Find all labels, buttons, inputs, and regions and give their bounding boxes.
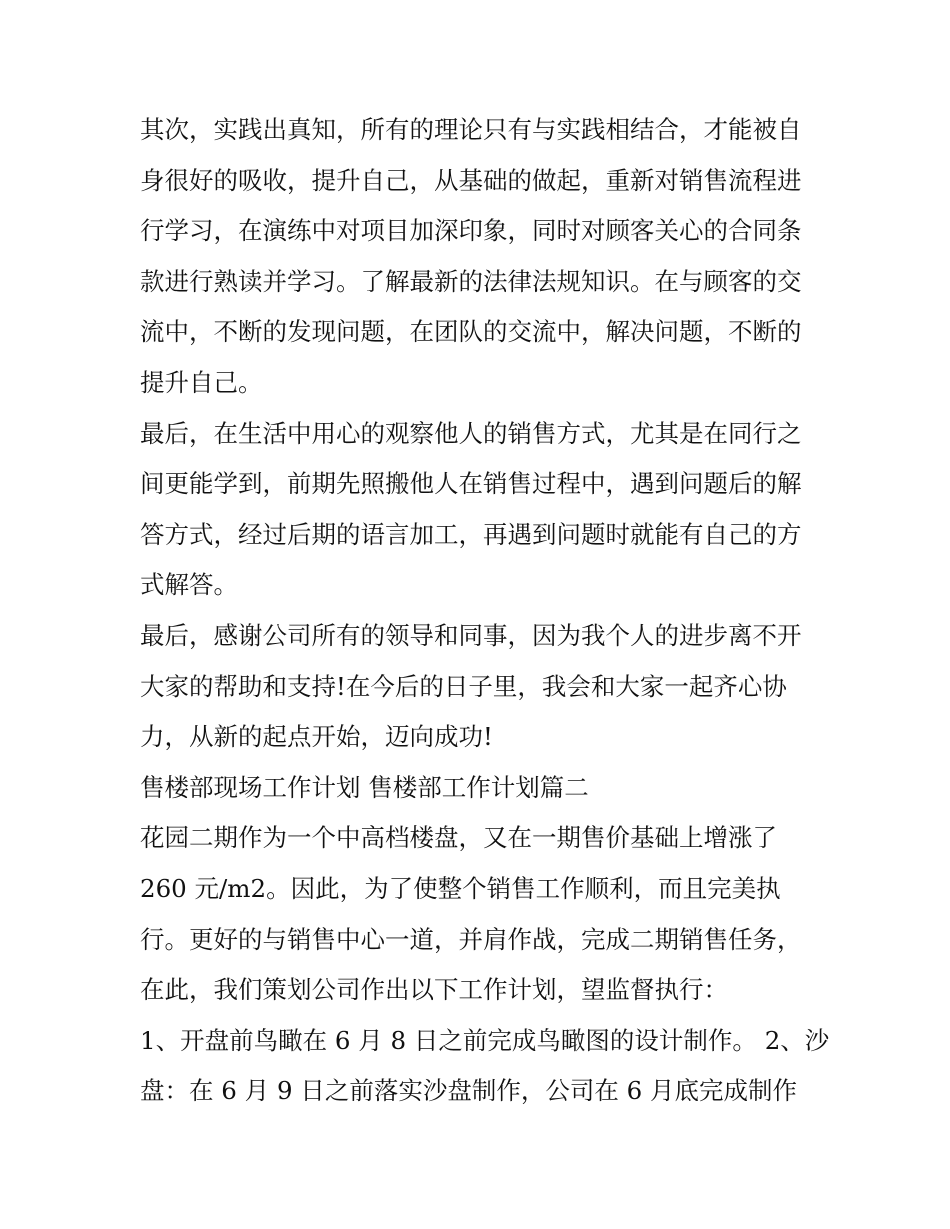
paragraph-line: 行。更好的与销售中心一道，并肩作战，完成二期销售任务， <box>140 924 802 954</box>
paragraph-line: 其次，实践出真知，所有的理论只有与实践相结合，才能被自 <box>140 115 802 144</box>
paragraph-line: 260 元/m2。因此，为了使整个销售工作顺利，而且完美执 <box>140 873 781 903</box>
list-item-line: 1、开盘前鸟瞰在 6 月 8 日之前完成鸟瞰图的设计制作。 2、沙 <box>140 1025 830 1055</box>
paragraph-line: 最后，感谢公司所有的领导和同事，因为我个人的进步离不开 <box>140 620 802 650</box>
paragraph-line: 间更能学到，前期先照搬他人在销售过程中，遇到问题后的解 <box>140 469 802 499</box>
paragraph-line: 流中，不断的发现问题，在团队的交流中，解决问题，不断的 <box>140 317 802 347</box>
section-heading: 售楼部现场工作计划 售楼部工作计划篇二 <box>140 772 589 802</box>
paragraph-line: 力，从新的起点开始，迈向成功! <box>140 722 493 752</box>
paragraph-line: 款进行熟读并学习。了解最新的法律法规知识。在与顾客的交 <box>140 266 802 296</box>
paragraph-line: 在此，我们策划公司作出以下工作计划，望监督执行： <box>140 975 728 1005</box>
paragraph-line: 行学习，在演练中对项目加深印象，同时对顾客关心的合同条 <box>140 216 802 246</box>
paragraph-line: 身很好的吸收，提升自己，从基础的做起，重新对销售流程进 <box>140 165 802 195</box>
paragraph-line: 式解答。 <box>140 570 238 600</box>
paragraph-line: 大家的帮助和支持!在今后的日子里，我会和大家一起齐心协 <box>140 671 787 701</box>
paragraph-line: 答方式，经过后期的语言加工，再遇到问题时就能有自己的方 <box>140 519 802 549</box>
document-body <box>140 105 830 1117</box>
paragraph-line: 花园二期作为一个中高档楼盘，又在一期售价基础上增涨了 <box>140 823 777 853</box>
paragraph-line: 提升自己。 <box>140 367 263 397</box>
list-item-line: 盘：在 6 月 9 日之前落实沙盘制作，公司在 6 月底完成制作 <box>140 1076 797 1106</box>
paragraph-line: 最后，在生活中用心的观察他人的销售方式，尤其是在同行之 <box>140 418 802 448</box>
